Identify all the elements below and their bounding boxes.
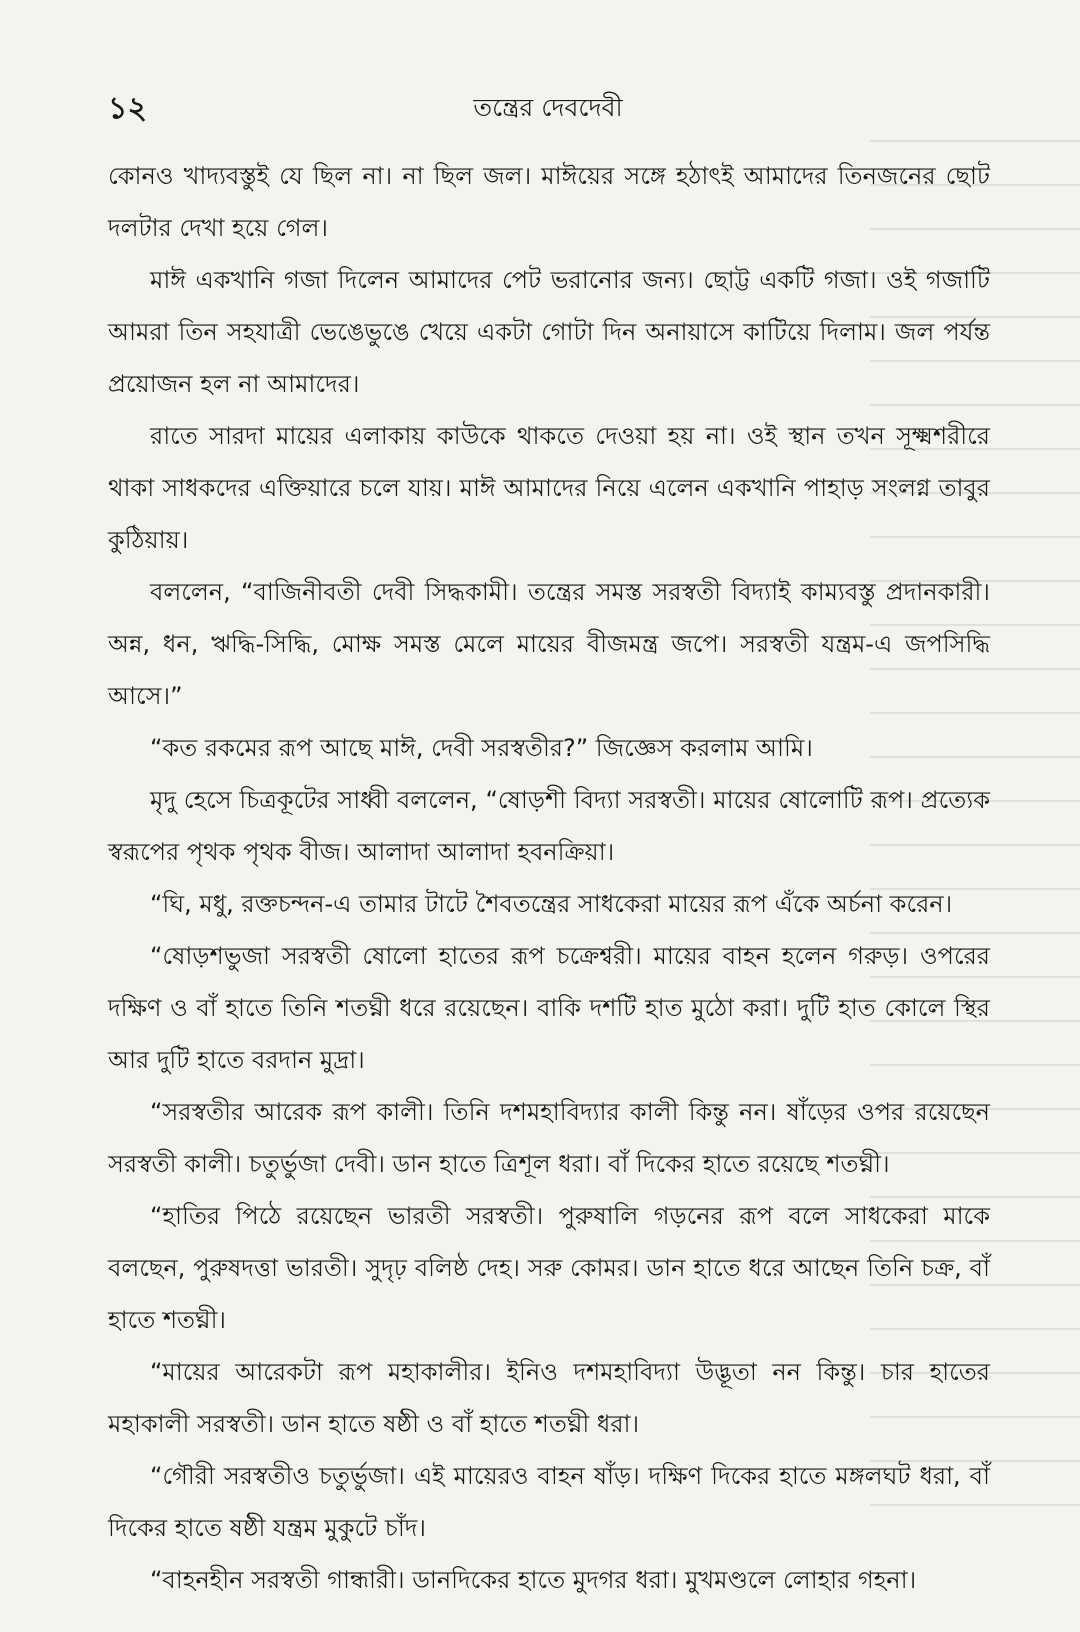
paragraph: “কত রকমের রূপ আছে মাঈ, দেবী সরস্বতীর?” জিজ্ঞেস করলাম আমি। [150, 734, 813, 762]
paragraph: “গৌরী সরস্বতীও চতুর্ভুজা। এই মায়েরও বাহন ষাঁড়। দক্ষিণ দিকের হাতে মঙ্গলঘট ধরা, বাঁ দিকের হাতে ষষ্ঠী যন্ত্রম মুকুটে চাঁদ। [108, 1462, 990, 1542]
paragraph: বললেন, “বাজিনীবতী দেবী সিদ্ধকামী। তন্ত্রের সমস্ত সরস্বতী বিদ্যাই কাম্যবস্তু প্রদানকারী। অন্ন, ধন, ঋদ্ধি-সিদ্ধি, মোক্ষ সমস্ত মেলে মায়ের বীজমন্ত্র জপে। সরস্বতী যন্ত্রম-এ জপসিদ্ধি আসে।” [108, 578, 990, 710]
paragraph: রাতে সারদা মায়ের এলাকায় কাউকে থাকতে দেওয়া হয় না। ওই স্থান তখন সূক্ষ্মশরীরে থাকা সাধকদের এক্তিয়ারে চলে যায়। মাঈ আমাদের নিয়ে এলেন একখানি পাহাড় সংলগ্ন তাবুর কুঠিয়ায়। [108, 422, 990, 554]
paragraph: কোনও খাদ্যবস্তুই যে ছিল না। না ছিল জল। মাঈয়ের সঙ্গে হঠাৎই আমাদের তিনজনের ছোট দলটার দেখা হয়ে গেল। [108, 162, 990, 242]
paragraph: মৃদু হেসে চিত্রকূটের সাধ্বী বললেন, “ষোড়শী বিদ্যা সরস্বতী। মায়ের ষোলোটি রূপ। প্রত্যেক স্বরূপের পৃথক পৃথক বীজ। আলাদা আলাদা হবনক্রিয়া। [108, 786, 990, 866]
body-text [108, 150, 990, 1606]
book-title: তন্ত্রের দেবদেবী [473, 93, 623, 122]
paragraph: “সরস্বতীর আরেক রূপ কালী। তিনি দশমহাবিদ্যার কালী কিন্তু নন। ষাঁড়ের ওপর রয়েছেন সরস্বতী কালী। চতুর্ভুজা দেবী। ডান হাতে ত্রিশূল ধরা। বাঁ দিকের হাতে রয়েছে শতঘ্নী। [108, 1098, 990, 1178]
running-header [108, 84, 988, 124]
paragraph: “ষোড়শভুজা সরস্বতী ষোলো হাতের রূপ চক্রেশ্বরী। মায়ের বাহন হলেন গরুড়। ওপরের দক্ষিণ ও বাঁ হাতে তিনি শতঘ্নী ধরে রয়েছেন। বাকি দশটি হাত মুঠো করা। দুটি হাত কোলে স্থির আর দুটি হাতে বরদান মুদ্রা। [108, 942, 990, 1074]
paragraph: “হাতির পিঠে রয়েছেন ভারতী সরস্বতী। পুরুষালি গড়নের রূপ বলে সাধকেরা মাকে বলছেন, পুরুষদত্তা ভারতী। সুদৃঢ় বলিষ্ঠ দেহ। সরু কোমর। ডান হাতে ধরে আছেন তিনি চক্র, বাঁ হাতে শতঘ্নী। [108, 1202, 990, 1334]
paragraph: “ঘি, মধু, রক্তচন্দন-এ তামার টাটে শৈবতন্ত্রের সাধকেরা মায়ের রূপ এঁকে অর্চনা করেন। [150, 890, 953, 918]
paragraph: “বাহনহীন সরস্বতী গান্ধারী। ডানদিকের হাতে মুদগর ধরা। মুখমণ্ডলে লোহার গহনা। [150, 1566, 917, 1594]
page-number: ১২ [108, 91, 147, 126]
paragraph: মাঈ একখানি গজা দিলেন আমাদের পেট ভরানোর জন্য। ছোট্ট একটি গজা। ওই গজাটি আমরা তিন সহযাত্রী ভেঙেভুঙে খেয়ে একটা গোটা দিন অনায়াসে কাটিয়ে দিলাম। জল পর্যন্ত প্রয়োজন হল না আমাদের। [108, 266, 990, 398]
paragraph: “মায়ের আরেকটা রূপ মহাকালীর। ইনিও দশমহাবিদ্যা উদ্ভূতা নন কিন্তু। চার হাতের মহাকালী সরস্বতী। ডান হাতে ষষ্ঠী ও বাঁ হাতে শতঘ্নী ধরা। [108, 1358, 990, 1438]
